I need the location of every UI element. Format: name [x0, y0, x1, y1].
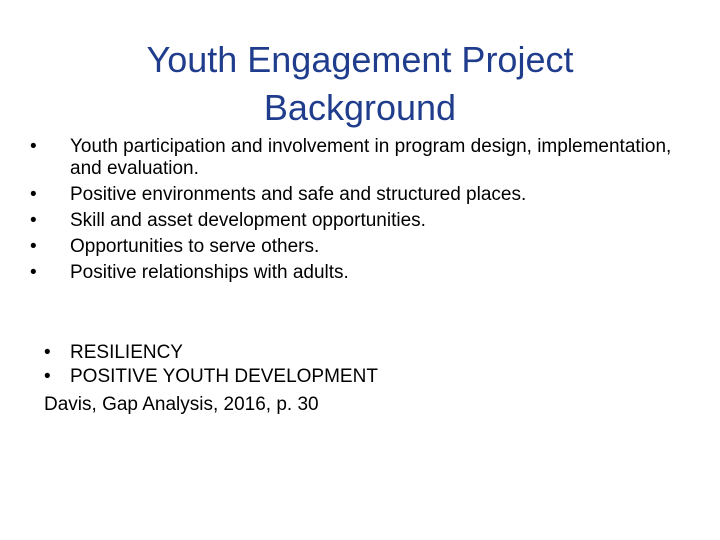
- list-item-text: Opportunities to serve others.: [70, 236, 320, 257]
- emphasis-list: [44, 341, 664, 389]
- list-item: [44, 341, 664, 365]
- list-item: [26, 262, 676, 284]
- list-item: [26, 210, 676, 232]
- bullet-icon: •: [30, 136, 37, 157]
- list-item: [26, 136, 676, 180]
- bullet-icon: •: [44, 342, 51, 363]
- list-item-text: Skill and asset development opportunities.: [70, 210, 426, 231]
- list-item-text: RESILIENCY: [70, 342, 183, 363]
- citation: Davis, Gap Analysis, 2016, p. 30: [44, 394, 319, 415]
- list-item-text: Youth participation and involvement in program design, implementation, and evaluation.: [70, 136, 672, 179]
- list-item-text: Positive environments and safe and structured places.: [70, 184, 527, 205]
- bullet-icon: •: [30, 262, 37, 283]
- list-item: [26, 184, 676, 206]
- bullet-icon: •: [30, 184, 37, 205]
- slide-title: Youth Engagement Project Background: [146, 39, 574, 128]
- list-item: [26, 236, 676, 258]
- bullet-list: [26, 136, 676, 288]
- list-item-text: POSITIVE YOUTH DEVELOPMENT: [70, 366, 378, 387]
- list-item-text: Positive relationships with adults.: [70, 262, 349, 283]
- list-item: [44, 365, 664, 389]
- bullet-icon: •: [30, 210, 37, 231]
- bullet-icon: •: [30, 236, 37, 257]
- bullet-icon: •: [44, 366, 51, 387]
